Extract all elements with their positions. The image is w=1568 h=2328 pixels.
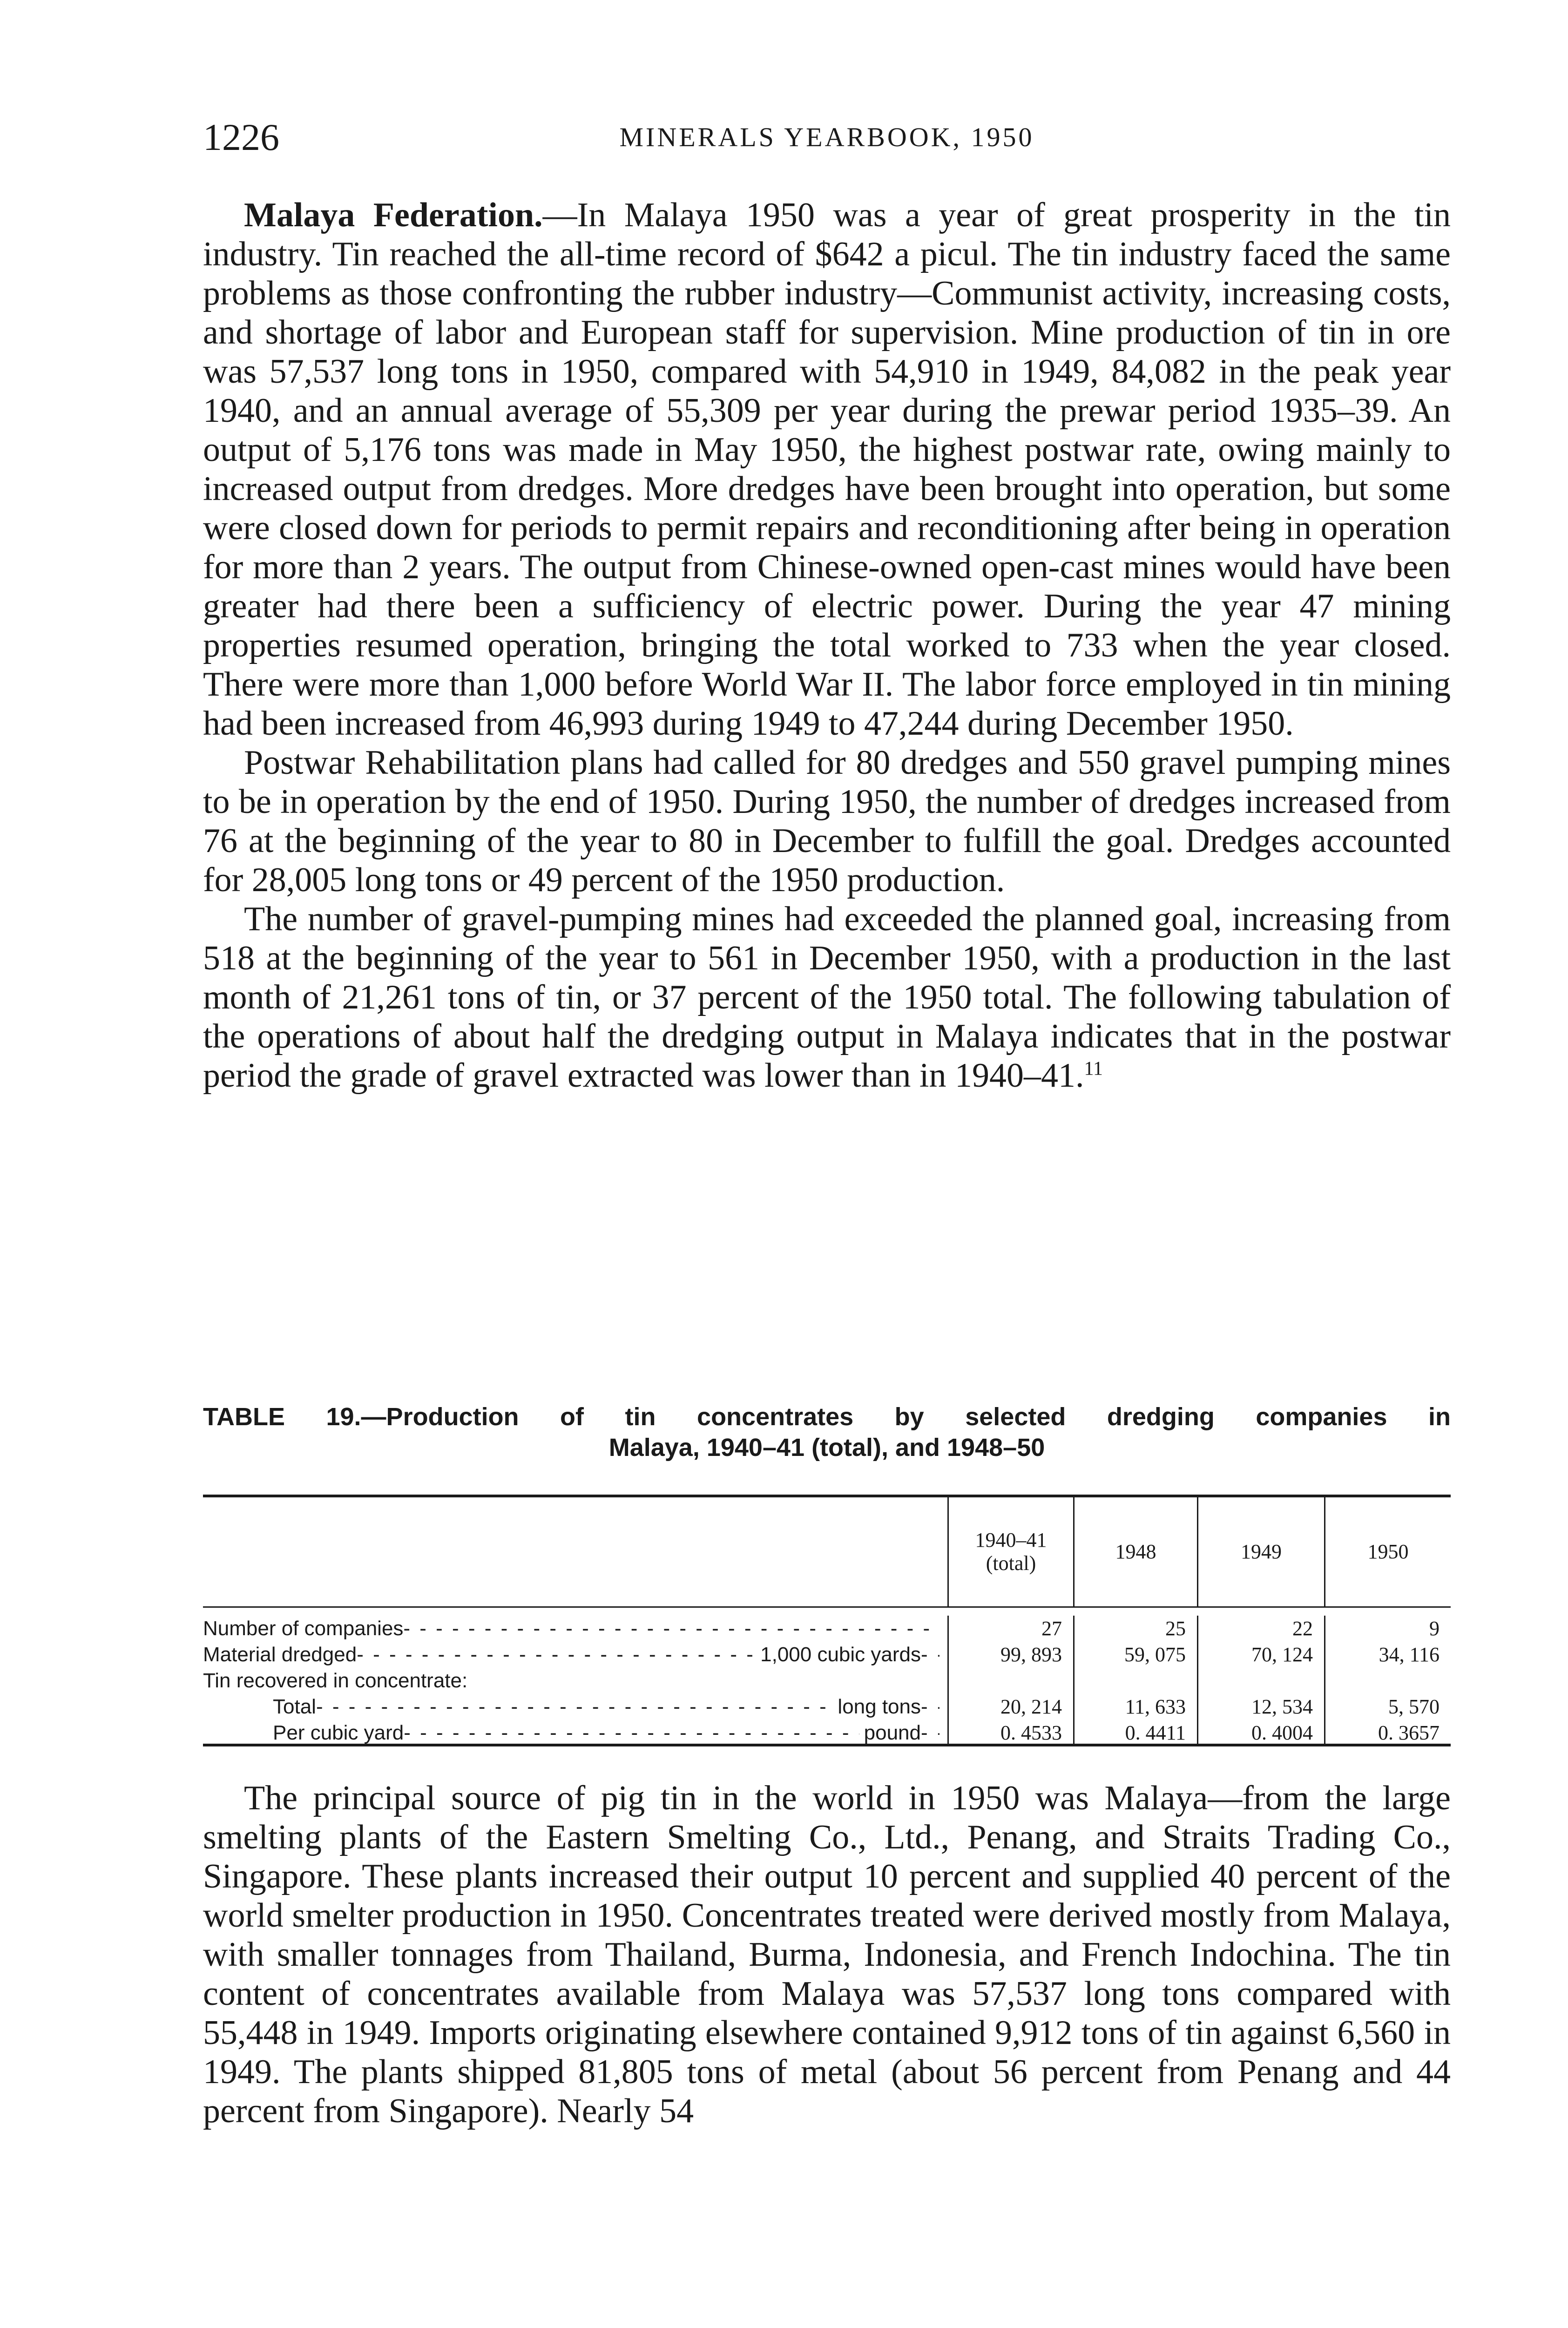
- table-cell: 70, 124: [1251, 1643, 1313, 1666]
- leader-dots: [921, 1694, 939, 1720]
- table-cell: 25: [1165, 1617, 1186, 1640]
- data-column-1949: [1197, 1616, 1324, 1744]
- paragraph-text: —In Malaya 1950 was a year of great prosperity in the tin industry. Tin reached the all-time record of $642 a picul. The tin industry faced the same problems as those confronting the rubber industry—Communist activity, increasing costs, and shortage of labor and European staff for supervision. Mine production of tin in ore was 57,537 long tons in 1950, compared with 54,910 in 1949, 84,082 in the peak year 1940, and an annual average of 55,309 per year during the prewar period 1935–39. An output of 5,176 tons was made in May 1950, the highest postwar rate, owing mainly to increased output from dredges. More dredges have been brought into operation, but some were closed down for periods to permit repairs and reconditioning after being in operation for more than 2 years. The output from Chinese-owned open-cast mines would have been greater had there been a sufficiency of electric power. During the year 47 mining properties resumed operation, bringing the total worked to 733 when the year closed. There were more than 1,000 before World War II. The labor force employed in tin mining had been increased from 46,993 during 1949 to 47,244 during December 1950.: [203, 196, 1451, 743]
- row-label-tin-recovered: Tin recovered in concentrate:: [203, 1669, 468, 1692]
- table-cell: 20, 214: [1000, 1695, 1062, 1718]
- row-unit: 1,000 cubic yards: [760, 1643, 921, 1666]
- row-label-number-of-companies: Number of companies - - -: [203, 1616, 939, 1642]
- column-header-1940-41: [947, 1497, 1073, 1606]
- table-cell: 22: [1292, 1617, 1313, 1640]
- paragraph-pig-tin-source: [203, 1779, 1451, 2131]
- table-caption-line-2: Malaya, 1940–41 (total), and 1948–50: [608, 1434, 1045, 1462]
- paragraph-text: The number of gravel-pumping mines had exceeded the planned goal, increasing from 518 at the beginning of the year to 561 in December 1950, with a production in the last month of 21,261 tons of tin, or 37 percent of the 1950 total. The following tabulation of the operations of about half the dredging output in Malaya indicates that in the postwar period the grade of gravel extracted was lower than in 1940–41.: [203, 900, 1451, 1095]
- data-column-1950: [1324, 1616, 1451, 1744]
- table-cell: 59, 075: [1124, 1643, 1186, 1666]
- table-caption: [203, 1401, 1451, 1463]
- column-header-label: 1950: [1367, 1540, 1409, 1563]
- table-cell: [1075, 1668, 1197, 1694]
- section-lead-in: Malaya Federation.: [244, 196, 543, 234]
- paragraph-rehabilitation: [203, 743, 1451, 900]
- table-cell: 0. 4411: [1125, 1721, 1186, 1744]
- body-text-top: [203, 196, 1451, 1095]
- table-cell: 99, 893: [1000, 1643, 1062, 1666]
- table-cell: 12, 534: [1251, 1695, 1313, 1718]
- row-unit: long tons: [838, 1695, 921, 1718]
- leader-dots: [921, 1642, 939, 1668]
- table-cell: 0. 3657: [1378, 1721, 1440, 1744]
- paragraph-gravel-pumping: [203, 900, 1451, 1095]
- paragraph-malaya-federation: [203, 196, 1451, 743]
- running-title: MINERALS YEARBOOK, 1950: [619, 122, 1034, 152]
- leader-dots: [921, 1720, 939, 1746]
- leader-dots: [316, 1694, 833, 1720]
- paragraph-text: Postwar Rehabilitation plans had called for 80 dredges and 550 gravel pumping mines to be in operation by the end of 1950. During 1950, the number of dredges increased from 76 at the beginning of the year to 80 in December to fulfill the goal. Dredges accounted for 28,005 long tons or 49 percent of the 1950 production.: [203, 744, 1451, 899]
- column-header-label: 1940–41 (total): [975, 1529, 1047, 1575]
- column-header-1948: [1073, 1497, 1197, 1606]
- row-label-total: Total - - - long tons - - -: [203, 1694, 939, 1720]
- table-header-rule: [203, 1606, 1451, 1608]
- body-text-bottom: [203, 1779, 1451, 2131]
- footnote-reference: 11: [1084, 1058, 1103, 1080]
- table-cell: [1325, 1668, 1451, 1694]
- table-cell: 0. 4004: [1251, 1721, 1313, 1744]
- table-cell: [1198, 1668, 1324, 1694]
- leader-dots: [404, 1720, 859, 1746]
- leader-dots: [357, 1642, 756, 1668]
- data-column-1948: [1073, 1616, 1197, 1744]
- row-label-per-cubic-yard: Per cubic yard - - - pound - - -: [203, 1720, 939, 1746]
- page-header: [203, 112, 1451, 163]
- column-header-label: 1948: [1115, 1540, 1156, 1563]
- table-cell: 27: [1041, 1617, 1062, 1640]
- table-cell: 9: [1429, 1617, 1440, 1640]
- column-header-1949: [1197, 1497, 1324, 1606]
- column-header-label: 1949: [1241, 1540, 1282, 1563]
- data-column-1940-41: [947, 1616, 1073, 1744]
- row-unit: pound: [864, 1721, 921, 1744]
- table-cell: 5, 570: [1388, 1695, 1440, 1718]
- table-cell: 34, 116: [1379, 1643, 1440, 1666]
- table-cell: 11, 633: [1125, 1695, 1186, 1718]
- table-row-labels: [203, 1616, 939, 1746]
- column-header-1950: [1324, 1497, 1451, 1606]
- leader-dots: [403, 1616, 939, 1642]
- row-label-material-dredged: Material dredged - - - 1,000 cubic yards - - -: [203, 1642, 939, 1668]
- page-number: 1226: [203, 116, 279, 158]
- paragraph-text: The principal source of pig tin in the world in 1950 was Malaya—from the large smelting plants of the Eastern Smelting Co., Ltd., Penang, and Straits Trading Co., Singapore. These plants increased their output 10 percent and supplied 40 percent of the world smelter production in 1950. Concentrates treated were derived mostly from Malaya, with smaller tonnages from Thailand, Burma, Indonesia, and French Indochina. The tin content of concentrates available from Malaya was 57,537 long tons compared with 55,448 in 1949. Imports originating elsewhere contained 9,912 tons of tin against 6,560 in 1949. The plants shipped 81,805 tons of metal (about 56 percent from Penang and 44 percent from Singapore). Nearly 54: [203, 1779, 1451, 2130]
- table-cell: 0. 4533: [1000, 1721, 1062, 1744]
- table-caption-line-1: TABLE 19.—Production of tin concentrates by selected dredging companies in: [203, 1403, 1451, 1431]
- table-cell: [949, 1668, 1073, 1694]
